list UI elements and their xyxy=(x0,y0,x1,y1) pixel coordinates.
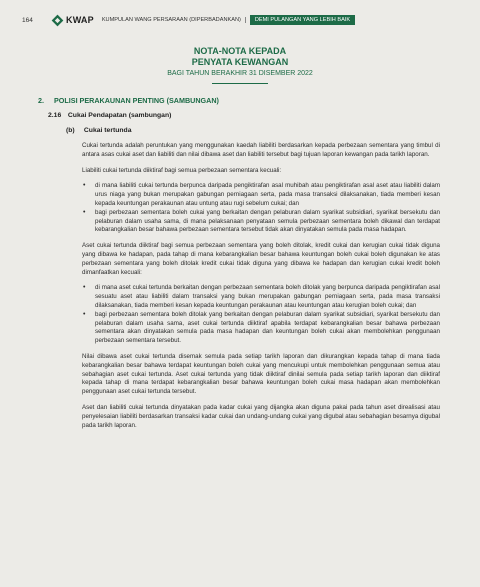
paragraph: Liabiliti cukai tertunda diiktiraf bagi semua perbezaan sementara kecuali: xyxy=(82,166,282,174)
bullet-list xyxy=(82,182,440,235)
title-divider xyxy=(212,83,268,84)
title-block xyxy=(0,46,480,84)
section-number: 2. xyxy=(38,96,44,105)
paragraph: Aset cukai tertunda diiktiraf bagi semua perbezaan sementara yang boleh ditolak, kredit cukai dan kerugian cukai tidak diguna yang dibawa ke hadapan, pada tahap di mana kebarangkalian besar bahawa keuntungan boleh cukai boleh digunakan ke atas perbezaan sementara yang boleh ditolak kredit cukai tidak diguna yang dibawa ke hadapan dan kerugian cukai kredit boleh dimanfaatkan kecuali: xyxy=(82,242,440,276)
section-heading xyxy=(38,96,219,105)
subsection-title: Cukai Pendapatan (sambungan) xyxy=(67,112,172,119)
page-header xyxy=(22,13,460,27)
list-item: • di mana liabiliti cukai tertunda berpunca daripada pengiktirafan asal muhibah atau pengiktirafan asal aset atau liabiliti dalam urus niaga yang bukan merupakan gabungan perniagaan serta, pada masa transaksi dilaksanakan, tiada memberi kesan kepada keuntungan perakaunan atau untung atau rugi sebelum cukai; dan xyxy=(82,182,440,208)
logo-text: KWAP xyxy=(66,15,94,25)
kwap-logo-icon xyxy=(52,14,64,26)
header-tagline: DEMI PULANGAN YANG LEBIH BAIK xyxy=(250,15,355,25)
item-number: (b) xyxy=(66,127,75,134)
list-item: • bagi perbezaan sementara boleh ditolak yang berkaitan dengan pelaburan dalam syarikat subsidiari, syarikat bersekutu dan pelaburan dalam usaha sama, aset cukai tertunda diiktiraf apabila terdapat kebarangkalian besar bahawa perbezaan sementara akan dinyatakan semula pada masa hadapan dan keuntungan boleh cukai akan membolehkan penggunaan perbezaan sementara tersebut. xyxy=(82,311,440,346)
bullet-list xyxy=(82,284,440,346)
item-title: Cukai tertunda xyxy=(83,127,132,134)
body-text xyxy=(82,142,440,437)
page-title-line2: PENYATA KEWANGAN xyxy=(191,57,289,67)
page-subtitle: BAGI TAHUN BERAKHIR 31 DISEMBER 2022 xyxy=(167,70,313,77)
list-item: • bagi perbezaan sementara boleh cukai yang berkaitan dengan pelaburan dalam syarikat subsidiari, syarikat bersekutu dan pelaburan dalam usaha sama, di mana pelaksanaan penyataan semula perbezaan sementara boleh dikawal dan terdapat kebarangkalian besar bahawa perbezaan sementara tersebut tidak akan dinyatakan semula pada masa hadapan. xyxy=(82,209,440,235)
paragraph: Aset dan liabiliti cukai tertunda dinyatakan pada kadar cukai yang dijangka akan diguna pakai pada tahun aset direalisasi atau penyelesaian liabiliti berdasarkan transaksi kadar cukai dan undang-undang cukai yang digubal atau sebahagian besarnya digubal pada tarikh laporan. xyxy=(82,403,440,429)
list-item: • di mana aset cukai tertunda berkaitan dengan perbezaan sementara boleh ditolak yang berpunca daripada pengiktirafan asal sesuatu aset atau liabiliti dalam transaksi yang bukan merupakan gabungan perniagaan serta, pada masa transaksi dilaksanakan, tiada memberi kesan kepada keuntungan perakaunan atau keuntungan atau kerugian boleh cukai; dan xyxy=(82,284,440,310)
paragraph: Nilai dibawa aset cukai tertunda disemak semula pada setiap tarikh laporan dan dikurangkan kepada tahap di mana tiada kebarangkalian besar bahawa terdapat keuntungan boleh cukai yang mencukupi untuk membolehkan penggunaan semua atau sebahagian aset cukai tertunda. Aset cukai tertunda yang tidak diiktiraf dinilai semula pada setiap tarikh laporan dan diiktiraf kepada tahap di mana terdapat kebarangkalian besar bahawa keuntungan boleh cukai masa hadapan akan membolehkan penggunaan aset cukai tertunda tersebut. xyxy=(82,352,440,396)
subsection-number: 2.16 xyxy=(48,112,62,119)
page-title-line1: NOTA-NOTA KEPADA xyxy=(193,46,287,56)
header-org-name: KUMPULAN WANG PERSARAAN (DIPERBADANKAN) xyxy=(102,17,246,23)
paragraph: Cukai tertunda adalah peruntukan yang menggunakan kaedah liabiliti berdasarkan kepada perbezaan sementara yang timbul di antara asas cukai aset dan liabiliti dan nilai dibawa aset dan liabiliti tersebut bagi tujuan laporan kewangan pada tarikh laporan. xyxy=(82,142,440,158)
page-number: 164 xyxy=(22,16,33,24)
kwap-logo xyxy=(52,15,98,26)
section-title: POLISI PERAKAUNAN PENTING (SAMBUNGAN) xyxy=(54,96,219,105)
item-heading xyxy=(66,127,131,134)
subsection-heading xyxy=(48,112,171,119)
